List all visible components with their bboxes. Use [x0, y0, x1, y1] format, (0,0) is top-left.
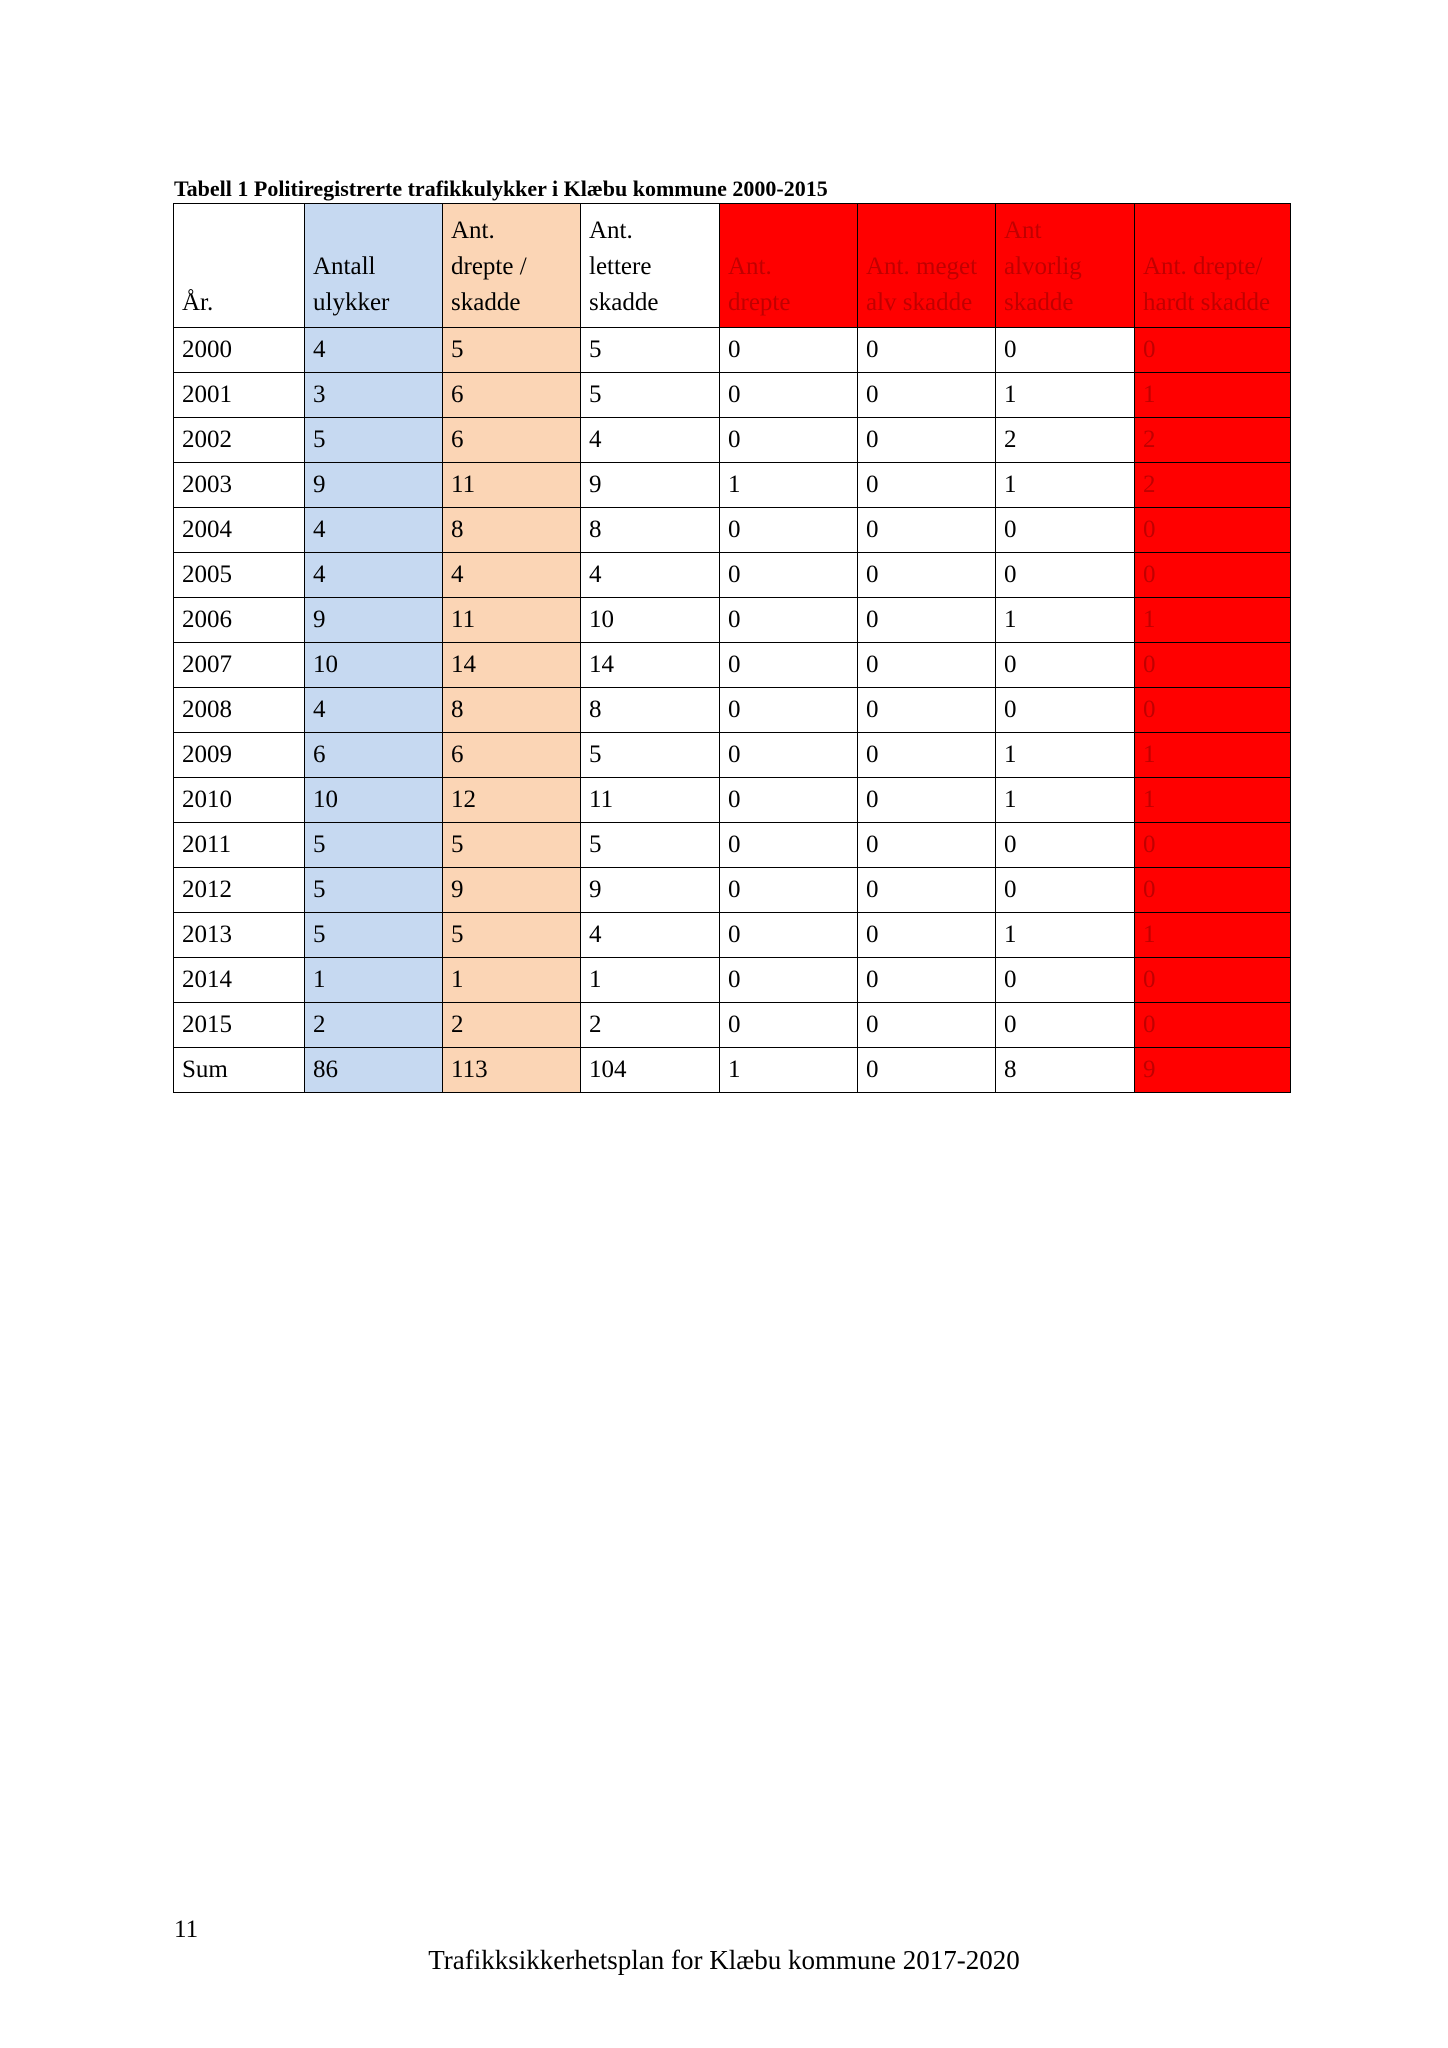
cell-accidents: 9 — [305, 598, 443, 643]
cell-killed-severely-injured: 0 — [1135, 868, 1291, 913]
table-row — [174, 1003, 1291, 1048]
table-row — [174, 778, 1291, 823]
cell-lightly-injured: 5 — [581, 823, 720, 868]
cell-seriously-injured: 0 — [996, 823, 1135, 868]
cell-killed-injured: 5 — [443, 823, 581, 868]
cell-accidents: 5 — [305, 913, 443, 958]
cell-killed: 1 — [720, 1048, 858, 1093]
cell-killed: 0 — [720, 778, 858, 823]
cell-very-seriously-injured: 0 — [858, 328, 996, 373]
cell-killed-severely-injured: 2 — [1135, 463, 1291, 508]
table-row — [174, 598, 1291, 643]
cell-year: 2001 — [174, 373, 305, 418]
table-row — [174, 463, 1291, 508]
cell-lightly-injured: 10 — [581, 598, 720, 643]
cell-seriously-injured: 1 — [996, 463, 1135, 508]
cell-lightly-injured: 4 — [581, 418, 720, 463]
cell-seriously-injured: 2 — [996, 418, 1135, 463]
header-seriously-injured: Ant alvorlig skadde — [996, 204, 1135, 328]
cell-year: 2015 — [174, 1003, 305, 1048]
cell-killed-severely-injured: 1 — [1135, 373, 1291, 418]
cell-killed: 0 — [720, 328, 858, 373]
table-row — [174, 508, 1291, 553]
cell-accidents: 4 — [305, 328, 443, 373]
cell-lightly-injured: 4 — [581, 913, 720, 958]
cell-killed-injured: 2 — [443, 1003, 581, 1048]
table-header-row — [174, 204, 1291, 328]
cell-accidents: 5 — [305, 418, 443, 463]
cell-seriously-injured: 0 — [996, 958, 1135, 1003]
cell-accidents: 3 — [305, 373, 443, 418]
cell-killed-severely-injured: 0 — [1135, 643, 1291, 688]
cell-accidents: 86 — [305, 1048, 443, 1093]
accident-table — [173, 203, 1291, 1093]
cell-very-seriously-injured: 0 — [858, 463, 996, 508]
cell-accidents: 4 — [305, 508, 443, 553]
cell-seriously-injured: 8 — [996, 1048, 1135, 1093]
cell-seriously-injured: 0 — [996, 1003, 1135, 1048]
table-row — [174, 868, 1291, 913]
header-killed-severely-injured: Ant. drepte/ hardt skadde — [1135, 204, 1291, 328]
cell-accidents: 6 — [305, 733, 443, 778]
cell-very-seriously-injured: 0 — [858, 553, 996, 598]
cell-accidents: 2 — [305, 1003, 443, 1048]
cell-killed-injured: 4 — [443, 553, 581, 598]
cell-lightly-injured: 5 — [581, 373, 720, 418]
cell-lightly-injured: 9 — [581, 463, 720, 508]
cell-killed: 0 — [720, 688, 858, 733]
cell-seriously-injured: 1 — [996, 598, 1135, 643]
cell-lightly-injured: 11 — [581, 778, 720, 823]
cell-very-seriously-injured: 0 — [858, 823, 996, 868]
cell-year: 2013 — [174, 913, 305, 958]
cell-lightly-injured: 8 — [581, 508, 720, 553]
cell-very-seriously-injured: 0 — [858, 598, 996, 643]
cell-year: 2006 — [174, 598, 305, 643]
cell-very-seriously-injured: 0 — [858, 643, 996, 688]
cell-killed: 0 — [720, 553, 858, 598]
table-row — [174, 328, 1291, 373]
cell-lightly-injured: 4 — [581, 553, 720, 598]
cell-killed-injured: 12 — [443, 778, 581, 823]
cell-killed-injured: 14 — [443, 643, 581, 688]
table-row — [174, 733, 1291, 778]
cell-very-seriously-injured: 0 — [858, 958, 996, 1003]
cell-killed-severely-injured: 1 — [1135, 778, 1291, 823]
header-accidents: Antall ulykker — [305, 204, 443, 328]
cell-very-seriously-injured: 0 — [858, 778, 996, 823]
cell-seriously-injured: 0 — [996, 508, 1135, 553]
cell-year: 2004 — [174, 508, 305, 553]
cell-very-seriously-injured: 0 — [858, 1003, 996, 1048]
cell-year: Sum — [174, 1048, 305, 1093]
cell-killed-severely-injured: 0 — [1135, 328, 1291, 373]
table-row — [174, 913, 1291, 958]
cell-killed-severely-injured: 9 — [1135, 1048, 1291, 1093]
table-row — [174, 418, 1291, 463]
cell-very-seriously-injured: 0 — [858, 913, 996, 958]
cell-killed-severely-injured: 0 — [1135, 553, 1291, 598]
cell-killed: 0 — [720, 733, 858, 778]
cell-killed-injured: 6 — [443, 418, 581, 463]
cell-killed-injured: 8 — [443, 508, 581, 553]
cell-very-seriously-injured: 0 — [858, 688, 996, 733]
header-lightly-injured: Ant. lettere skadde — [581, 204, 720, 328]
header-very-seriously-injured: Ant. meget alv skadde — [858, 204, 996, 328]
table-row — [174, 373, 1291, 418]
cell-accidents: 10 — [305, 643, 443, 688]
cell-killed-severely-injured: 1 — [1135, 913, 1291, 958]
cell-killed: 0 — [720, 823, 858, 868]
cell-killed: 0 — [720, 958, 858, 1003]
table-row — [174, 823, 1291, 868]
cell-killed-injured: 8 — [443, 688, 581, 733]
table-sum-row — [174, 1048, 1291, 1093]
cell-killed: 0 — [720, 418, 858, 463]
cell-accidents: 9 — [305, 463, 443, 508]
cell-killed: 0 — [720, 913, 858, 958]
cell-lightly-injured: 14 — [581, 643, 720, 688]
cell-seriously-injured: 1 — [996, 913, 1135, 958]
cell-accidents: 1 — [305, 958, 443, 1003]
header-year: År. — [174, 204, 305, 328]
cell-very-seriously-injured: 0 — [858, 508, 996, 553]
table-row — [174, 958, 1291, 1003]
cell-very-seriously-injured: 0 — [858, 1048, 996, 1093]
cell-killed-severely-injured: 1 — [1135, 733, 1291, 778]
cell-year: 2005 — [174, 553, 305, 598]
cell-killed-severely-injured: 2 — [1135, 418, 1291, 463]
table-row — [174, 643, 1291, 688]
cell-very-seriously-injured: 0 — [858, 373, 996, 418]
cell-lightly-injured: 104 — [581, 1048, 720, 1093]
cell-year: 2002 — [174, 418, 305, 463]
cell-seriously-injured: 0 — [996, 553, 1135, 598]
cell-killed-injured: 5 — [443, 328, 581, 373]
cell-killed-severely-injured: 0 — [1135, 508, 1291, 553]
cell-year: 2008 — [174, 688, 305, 733]
cell-very-seriously-injured: 0 — [858, 418, 996, 463]
cell-killed: 0 — [720, 508, 858, 553]
cell-lightly-injured: 1 — [581, 958, 720, 1003]
cell-year: 2003 — [174, 463, 305, 508]
cell-killed: 0 — [720, 1003, 858, 1048]
cell-seriously-injured: 0 — [996, 328, 1135, 373]
cell-killed: 0 — [720, 643, 858, 688]
table-caption: Tabell 1 Politiregistrerte trafikkulykker i Klæbu kommune 2000-2015 — [174, 176, 828, 201]
cell-killed-severely-injured: 1 — [1135, 598, 1291, 643]
cell-killed-injured: 11 — [443, 598, 581, 643]
cell-killed-injured: 6 — [443, 733, 581, 778]
cell-year: 2011 — [174, 823, 305, 868]
cell-lightly-injured: 2 — [581, 1003, 720, 1048]
cell-accidents: 4 — [305, 688, 443, 733]
cell-accidents: 10 — [305, 778, 443, 823]
table-row — [174, 553, 1291, 598]
cell-killed-severely-injured: 0 — [1135, 958, 1291, 1003]
cell-killed: 0 — [720, 868, 858, 913]
header-killed-injured: Ant. drepte / skadde — [443, 204, 581, 328]
cell-lightly-injured: 5 — [581, 328, 720, 373]
cell-seriously-injured: 0 — [996, 868, 1135, 913]
cell-very-seriously-injured: 0 — [858, 868, 996, 913]
cell-very-seriously-injured: 0 — [858, 733, 996, 778]
cell-killed-injured: 9 — [443, 868, 581, 913]
cell-year: 2010 — [174, 778, 305, 823]
cell-seriously-injured: 0 — [996, 688, 1135, 733]
cell-year: 2000 — [174, 328, 305, 373]
cell-killed-injured: 113 — [443, 1048, 581, 1093]
cell-year: 2007 — [174, 643, 305, 688]
cell-lightly-injured: 5 — [581, 733, 720, 778]
cell-seriously-injured: 1 — [996, 733, 1135, 778]
cell-accidents: 5 — [305, 823, 443, 868]
cell-killed: 0 — [720, 598, 858, 643]
cell-accidents: 5 — [305, 868, 443, 913]
cell-killed-injured: 1 — [443, 958, 581, 1003]
cell-killed-injured: 6 — [443, 373, 581, 418]
page-footer: Trafikksikkerhetsplan for Klæbu kommune 2017-2020 — [428, 1945, 1020, 1975]
cell-lightly-injured: 8 — [581, 688, 720, 733]
cell-killed-injured: 5 — [443, 913, 581, 958]
cell-lightly-injured: 9 — [581, 868, 720, 913]
cell-seriously-injured: 1 — [996, 778, 1135, 823]
cell-killed-severely-injured: 0 — [1135, 1003, 1291, 1048]
cell-seriously-injured: 1 — [996, 373, 1135, 418]
cell-year: 2012 — [174, 868, 305, 913]
cell-accidents: 4 — [305, 553, 443, 598]
cell-seriously-injured: 0 — [996, 643, 1135, 688]
cell-year: 2014 — [174, 958, 305, 1003]
cell-killed-severely-injured: 0 — [1135, 688, 1291, 733]
cell-killed-severely-injured: 0 — [1135, 823, 1291, 868]
cell-killed: 0 — [720, 373, 858, 418]
cell-killed: 1 — [720, 463, 858, 508]
header-killed: Ant. drepte — [720, 204, 858, 328]
table-row — [174, 688, 1291, 733]
cell-killed-injured: 11 — [443, 463, 581, 508]
cell-year: 2009 — [174, 733, 305, 778]
page-number: 11 — [174, 1916, 199, 1943]
